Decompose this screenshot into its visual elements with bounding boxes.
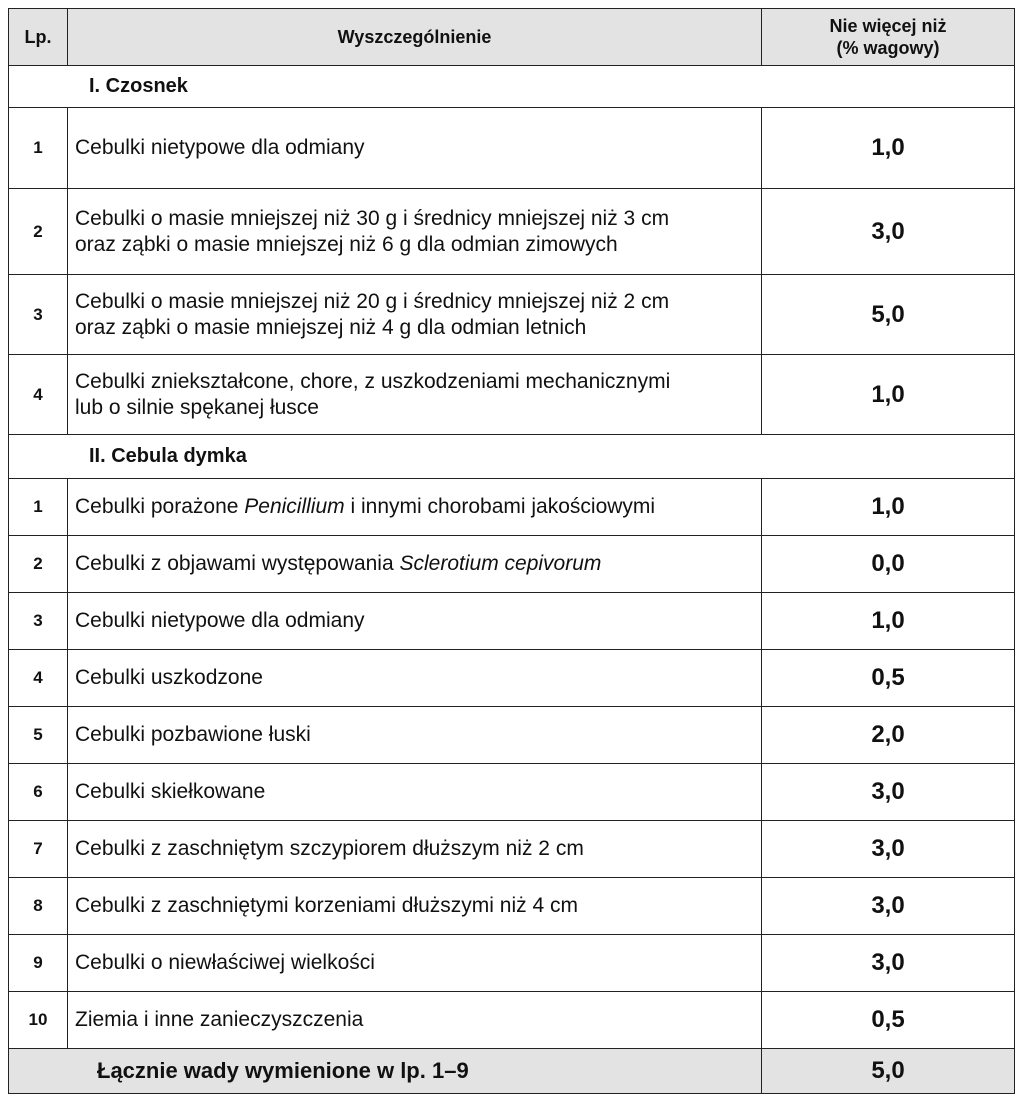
row-description: Ziemia i inne zanieczyszczenia bbox=[68, 992, 762, 1049]
section-row-czosnek bbox=[9, 66, 1015, 108]
row-lp: 4 bbox=[9, 355, 68, 435]
row-value: 1,0 bbox=[762, 355, 1015, 435]
row-lp: 7 bbox=[9, 821, 68, 878]
table-row bbox=[9, 593, 1015, 650]
defects-table bbox=[8, 8, 1015, 1094]
row-lp: 1 bbox=[9, 108, 68, 189]
row-lp: 4 bbox=[9, 650, 68, 707]
row-lp: 3 bbox=[9, 275, 68, 355]
row-description bbox=[68, 189, 762, 275]
table-row bbox=[9, 275, 1015, 355]
row-description-text: Cebulki porażone bbox=[75, 495, 245, 518]
row-value: 2,0 bbox=[762, 707, 1015, 764]
row-lp: 2 bbox=[9, 189, 68, 275]
section-title: II. Cebula dymka bbox=[9, 435, 1015, 479]
table-row bbox=[9, 992, 1015, 1049]
header-limit bbox=[762, 9, 1015, 66]
header-lp: Lp. bbox=[9, 9, 68, 66]
row-description: Cebulki uszkodzone bbox=[68, 650, 762, 707]
row-description bbox=[68, 355, 762, 435]
table-row bbox=[9, 355, 1015, 435]
row-lp: 9 bbox=[9, 935, 68, 992]
total-label: Łącznie wady wymienione w lp. 1–9 bbox=[9, 1049, 762, 1094]
row-description bbox=[68, 536, 762, 593]
row-lp: 6 bbox=[9, 764, 68, 821]
table-row bbox=[9, 536, 1015, 593]
table-row bbox=[9, 821, 1015, 878]
row-lp: 1 bbox=[9, 479, 68, 536]
row-description-line: Cebulki nietypowe dla odmiany bbox=[75, 136, 365, 159]
row-description-line: Cebulki zniekształcone, chore, z uszkodzeniami mechanicznymi bbox=[75, 369, 671, 393]
row-value: 0,5 bbox=[762, 992, 1015, 1049]
row-description-line: oraz ząbki o masie mniejszej niż 6 g dla odmian zimowych bbox=[75, 232, 618, 256]
row-lp: 8 bbox=[9, 878, 68, 935]
row-description-text: i innymi chorobami jakościowymi bbox=[344, 495, 656, 518]
row-value: 1,0 bbox=[762, 593, 1015, 650]
row-value: 1,0 bbox=[762, 479, 1015, 536]
row-description: Cebulki z zaschniętymi korzeniami dłuższymi niż 4 cm bbox=[68, 878, 762, 935]
row-lp: 10 bbox=[9, 992, 68, 1049]
table-row bbox=[9, 479, 1015, 536]
table-row bbox=[9, 707, 1015, 764]
row-description-line: Cebulki o masie mniejszej niż 30 g i średnicy mniejszej niż 3 cm bbox=[75, 206, 670, 230]
row-description-species: Penicillium bbox=[244, 495, 345, 518]
table-row bbox=[9, 878, 1015, 935]
row-lp: 5 bbox=[9, 707, 68, 764]
row-description: Cebulki pozbawione łuski bbox=[68, 707, 762, 764]
header-limit-line2: (% wagowy) bbox=[836, 38, 940, 58]
row-description-line: oraz ząbki o masie mniejszej niż 4 g dla odmian letnich bbox=[75, 315, 587, 339]
row-description bbox=[68, 275, 762, 355]
row-value: 3,0 bbox=[762, 821, 1015, 878]
row-value: 5,0 bbox=[762, 275, 1015, 355]
header-description: Wyszczególnienie bbox=[68, 9, 762, 66]
row-description bbox=[68, 108, 762, 189]
row-description-species: Sclerotium cepivorum bbox=[399, 552, 602, 575]
header-limit-line1: Nie więcej niż bbox=[829, 16, 947, 36]
row-description: Cebulki o niewłaściwej wielkości bbox=[68, 935, 762, 992]
row-value: 1,0 bbox=[762, 108, 1015, 189]
table-row bbox=[9, 764, 1015, 821]
section-row-cebula-dymka bbox=[9, 435, 1015, 479]
row-description bbox=[68, 479, 762, 536]
row-description-line: lub o silnie spękanej łusce bbox=[75, 395, 319, 419]
row-description-line: Cebulki o masie mniejszej niż 20 g i średnicy mniejszej niż 2 cm bbox=[75, 289, 670, 313]
row-value: 3,0 bbox=[762, 878, 1015, 935]
row-description: Cebulki z zaschniętym szczypiorem dłuższym niż 2 cm bbox=[68, 821, 762, 878]
table-row bbox=[9, 650, 1015, 707]
row-description-text: Cebulki z objawami występowania bbox=[75, 552, 400, 575]
row-lp: 3 bbox=[9, 593, 68, 650]
total-row bbox=[9, 1049, 1015, 1094]
row-value: 3,0 bbox=[762, 189, 1015, 275]
row-value: 0,0 bbox=[762, 536, 1015, 593]
header-row bbox=[9, 9, 1015, 66]
table-row bbox=[9, 189, 1015, 275]
row-value: 3,0 bbox=[762, 935, 1015, 992]
row-description: Cebulki nietypowe dla odmiany bbox=[68, 593, 762, 650]
row-value: 0,5 bbox=[762, 650, 1015, 707]
section-title: I. Czosnek bbox=[9, 66, 1015, 108]
row-description: Cebulki skiełkowane bbox=[68, 764, 762, 821]
row-lp: 2 bbox=[9, 536, 68, 593]
table-row bbox=[9, 108, 1015, 189]
table-row bbox=[9, 935, 1015, 992]
row-value: 3,0 bbox=[762, 764, 1015, 821]
total-value: 5,0 bbox=[762, 1049, 1015, 1094]
